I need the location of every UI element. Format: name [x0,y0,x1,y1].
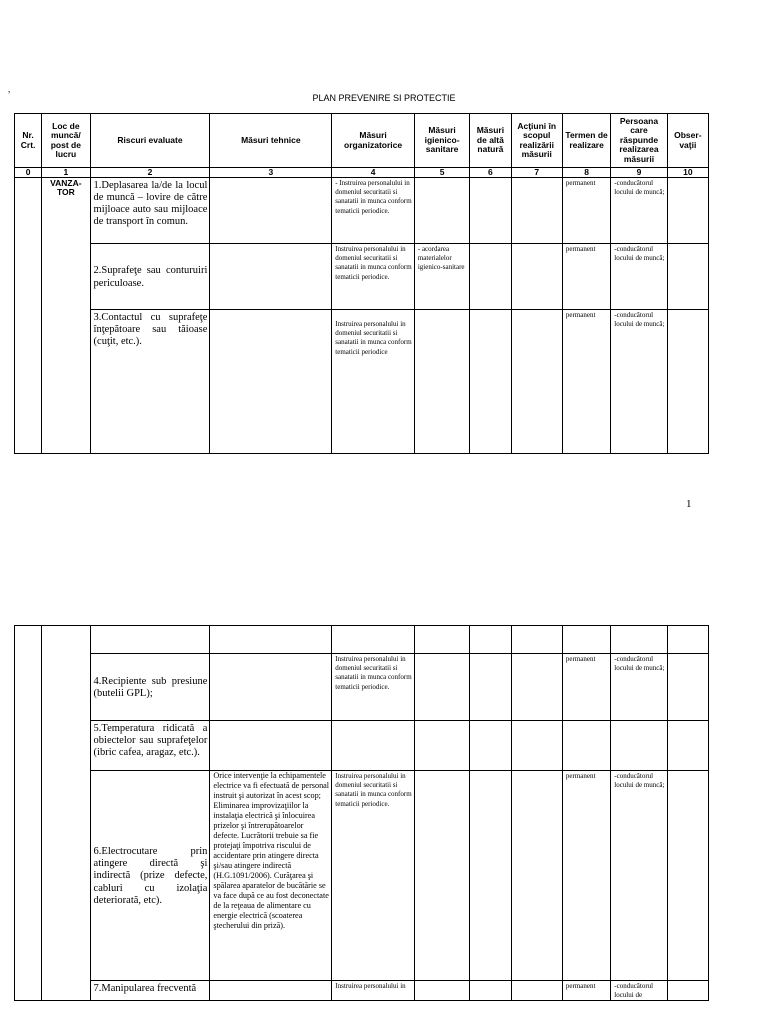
other-measure-cell [470,721,511,771]
risk-cell: 7.Manipularea frecventă [90,981,210,1001]
action-cell [511,626,562,654]
risk-cell: 1.Deplasarea la/de la locul de muncă – lovire de către mijloace auto sau mijloace de transport în comun. [90,178,210,244]
workplace-cell [42,626,90,1001]
responsible-cell: -conducătorul locului de muncă; [611,178,667,244]
observations-cell [667,771,708,981]
tech-cell: Orice intervenţie la echipamentele electrice va fi efectuată de personal instruit şi autorizat în acest scop; Eliminarea improvizaţiilor la instalaţia electrică şi înlocuirea prizelor şi întrerupătoarelor defecte. Lucrătorii trebuie sa fie protejaţi împotriva riscului de accidentare prin atingere directa şi/sau atingere indirectă (H.G.1091/2006). Curăţarea şi spălarea aparatelor de bucătărie se va face după ce au fost deconectate de la reţeaua de alimentare cu energie electrică (scoaterea ştecherului din priză). [210,771,332,981]
col-num: 2 [90,168,210,178]
org-measure-cell: Instruirea personalului in domeniul securitatii si sanatatii in munca conform tematicii periodice. [332,654,415,721]
table-row [15,654,709,721]
other-measure-cell [470,310,511,454]
col-header-termen: Termen de realizare [562,114,610,168]
risk-cell: 2.Suprafeţe sau conturuiri periculoase. [90,244,210,310]
other-measure-cell [470,178,511,244]
igiene-cell [414,310,469,454]
responsible-cell: -conducătorul locului de muncă; [611,244,667,310]
observations-cell [667,654,708,721]
col-num: 5 [414,168,469,178]
tech-cell [210,654,332,721]
deadline-cell: permanent [562,771,610,981]
column-number-row [15,168,709,178]
col-num: 3 [210,168,332,178]
observations-cell [667,310,708,454]
col-num: 8 [562,168,610,178]
igiene-cell [414,721,469,771]
org-measure-cell: - Instruirea personalului in domeniul securitatii si sanatatii in munca conform tematicii periodice. [332,178,415,244]
plan-table-page-1 [14,113,709,454]
risk-cell: 5.Temperatura ridicată a obiectelor sau suprafeţelor (ibric cafea, aragaz, etc.). [90,721,210,771]
responsible-cell [611,721,667,771]
page-number: 1 [686,498,692,510]
table-row [15,626,709,654]
tech-cell [210,244,332,310]
col-header-igienico: Măsuri igienico-sanitare [414,114,469,168]
workplace-cell: VANZA-TOR [42,178,90,454]
risk-cell: 4.Recipiente sub presiune (butelii GPL); [90,654,210,721]
tech-cell [210,310,332,454]
org-measure-cell: Instruirea personalului in domeniul securitatii si sanatatii in munca conform tematicii periodice. [332,244,415,310]
col-num: 6 [470,168,511,178]
observations-cell [667,721,708,771]
col-header-alta-natura: Măsuri de altă natură [470,114,511,168]
col-num: 7 [511,168,562,178]
table-row [15,310,709,454]
observations-cell [667,981,708,1001]
tech-cell [210,721,332,771]
org-measure-cell [332,721,415,771]
nr-cell [15,178,42,454]
action-cell [511,721,562,771]
responsible-cell: -conducătorul locului de muncă; [611,310,667,454]
responsible-cell [611,626,667,654]
action-cell [511,244,562,310]
table-row [15,244,709,310]
stray-mark: , [8,84,11,94]
col-header-persoana: Persoana care răspunde realizarea măsurii [611,114,667,168]
responsible-cell: -conducătorul locului de muncă; [611,771,667,981]
col-header-actiuni: Acţiuni în scopul realizării măsurii [511,114,562,168]
deadline-cell: permanent [562,178,610,244]
header-row [15,114,709,168]
tech-cell [210,981,332,1001]
tech-cell [210,626,332,654]
action-cell [511,654,562,721]
nr-cell [15,626,42,1001]
observations-cell [667,244,708,310]
org-measure-cell: Instruirea personalului in [332,981,415,1001]
deadline-cell [562,721,610,771]
col-header-nr: Nr. Crt. [15,114,42,168]
col-header-organizatorice: Măsuri organizatorice [332,114,415,168]
deadline-cell: permanent [562,310,610,454]
deadline-cell [562,626,610,654]
other-measure-cell [470,654,511,721]
risk-cell: 6.Electrocutare prin atingere directă şi indirectă (prize defecte, cabluri cu izolaţia deteriorată, etc). [90,771,210,981]
igiene-cell [414,771,469,981]
org-measure-cell [332,626,415,654]
org-measure-cell: Instruirea personalului in domeniul securitatii si sanatatii in munca conform tematicii periodice. [332,771,415,981]
col-header-loc: Loc de muncă/ post de lucru [42,114,90,168]
col-header-tehnice: Măsuri tehnice [210,114,332,168]
responsible-cell: -conducătorul locului de muncă; [611,654,667,721]
table-row [15,178,709,244]
deadline-cell: permanent [562,244,610,310]
risk-cell [90,626,210,654]
table-row [15,981,709,1001]
col-num: 0 [15,168,42,178]
deadline-cell: permanent [562,654,610,721]
action-cell [511,981,562,1001]
org-measure-cell: Instruirea personalului in domeniul securitatii si sanatatii in munca conform tematicii periodice [332,310,415,454]
observations-cell [667,178,708,244]
risk-cell: 3.Contactul cu suprafeţe înţepătoare sau tăioase (cuţit, etc.). [90,310,210,454]
igiene-cell [414,178,469,244]
deadline-cell: permanent [562,981,610,1001]
col-num: 4 [332,168,415,178]
other-measure-cell [470,771,511,981]
col-num: 1 [42,168,90,178]
col-header-observatii: Obser-vaţii [667,114,708,168]
action-cell [511,771,562,981]
col-header-riscuri: Riscuri evaluate [90,114,210,168]
other-measure-cell [470,981,511,1001]
other-measure-cell [470,244,511,310]
igiene-cell [414,981,469,1001]
page-title: PLAN PREVENIRE SI PROTECTIE [312,93,456,103]
igiene-cell [414,626,469,654]
observations-cell [667,626,708,654]
action-cell [511,178,562,244]
action-cell [511,310,562,454]
table-row [15,771,709,981]
col-num: 10 [667,168,708,178]
responsible-cell: -conducătorul locului de [611,981,667,1001]
igiene-cell: - acordarea materialelor igienico-sanitare [414,244,469,310]
col-num: 9 [611,168,667,178]
igiene-cell [414,654,469,721]
other-measure-cell [470,626,511,654]
plan-table-page-2 [14,625,709,1001]
table-row [15,721,709,771]
tech-cell [210,178,332,244]
